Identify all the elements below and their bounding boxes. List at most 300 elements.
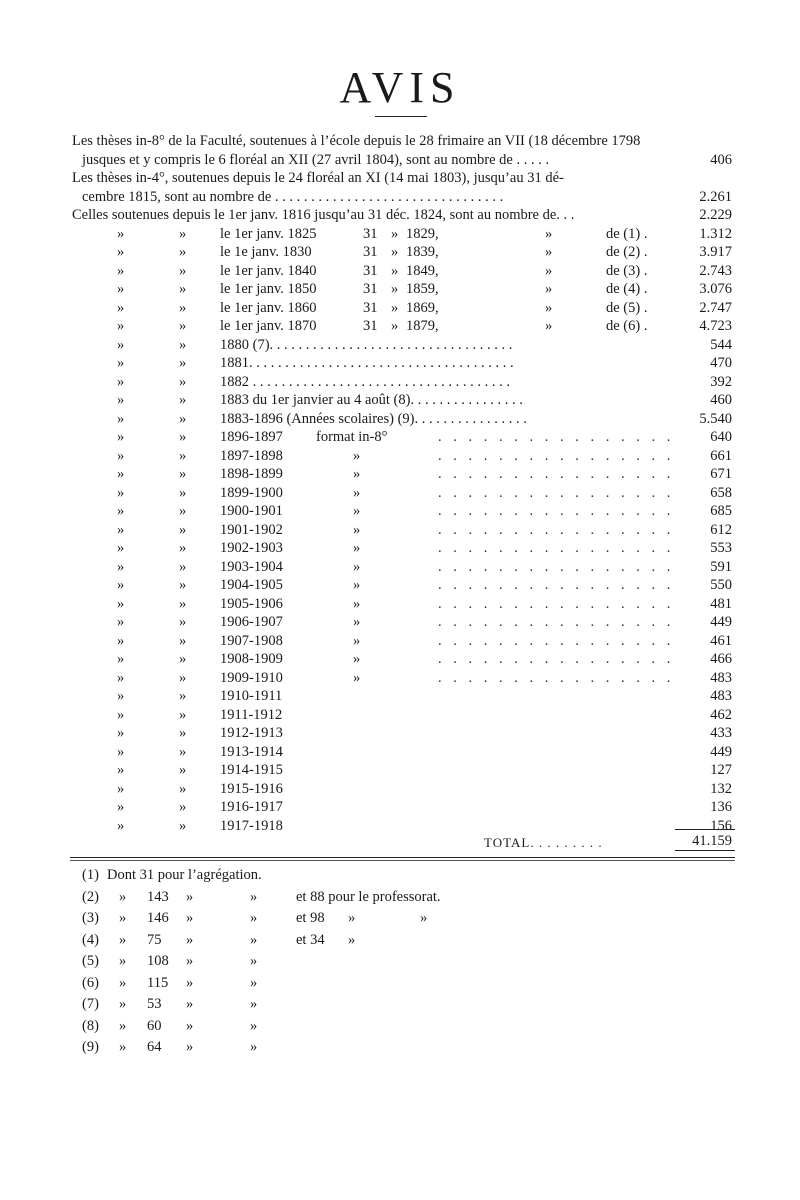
ditto-mark: »	[179, 503, 187, 519]
ditto-mark: »	[391, 225, 399, 242]
ditto-mark: »	[186, 953, 194, 969]
ditto-mark: »	[117, 725, 125, 741]
footnote-count: 60	[147, 1017, 162, 1034]
period: 1899-1900	[220, 484, 283, 501]
ditto-mark: »	[117, 614, 125, 630]
ditto-mark: »	[186, 910, 194, 926]
table-row	[0, 502, 800, 521]
footnote-number: (1)	[82, 867, 99, 883]
table-row	[0, 669, 800, 688]
leader-dots: . . . . . . . . . . . . . . . .	[438, 632, 675, 649]
table-row	[0, 521, 800, 540]
table-row	[0, 650, 800, 669]
ditto-mark: »	[391, 318, 399, 334]
leader-dots: . . . . . . . . . . . . . . . .	[438, 503, 675, 519]
table-row	[0, 391, 800, 410]
ditto-mark: »	[117, 577, 125, 593]
ditto-mark: »	[179, 762, 187, 778]
ditto-mark: »	[117, 503, 125, 519]
row-value: 449	[710, 743, 732, 760]
ditto-mark: »	[117, 262, 125, 279]
period: 1882 . . . . . . . . . . . . . . . . . . . . . . . . . . . . . . . . . . . .	[220, 373, 510, 390]
footnote-ref: de (1) .	[606, 225, 648, 242]
ditto-mark: »	[179, 558, 187, 575]
ditto-mark: »	[179, 392, 187, 408]
footnote-text: Dont 31 pour l’agrégation.	[107, 867, 262, 883]
period: 1881. . . . . . . . . . . . . . . . . . . . . . . . . . . . . . . . . . . . .	[220, 355, 514, 371]
table-row	[0, 558, 800, 577]
row-value: 612	[710, 521, 732, 538]
ditto-mark: »	[179, 632, 187, 649]
row-value: 553	[710, 540, 732, 556]
footnote-extra: et 98	[296, 910, 325, 926]
row-value: 550	[710, 577, 732, 593]
ditto-mark: »	[117, 447, 125, 464]
ditto-mark: »	[179, 410, 187, 427]
ditto-mark: »	[179, 521, 187, 538]
period: 1883 du 1er janvier au 4 août (8). . . . . . . . . . . . . . . .	[220, 392, 523, 408]
row-value: 2.743	[699, 262, 732, 279]
row-value: 136	[710, 799, 732, 815]
table-row	[0, 632, 800, 651]
ditto-mark: »	[250, 1039, 258, 1055]
footnote-ref: de (6) .	[606, 318, 648, 334]
footnote-count: 75	[147, 931, 162, 948]
ditto-mark: »	[117, 632, 125, 649]
intro-value: 406	[710, 151, 732, 168]
ditto-mark: »	[179, 466, 187, 482]
period-end: 1829,	[406, 225, 439, 242]
period-end: 1849,	[406, 262, 439, 279]
format-note: »	[353, 632, 361, 649]
ditto-mark: »	[250, 953, 258, 969]
leader-dots: . . . . . . . . . . . . . . . .	[438, 540, 675, 556]
table-row	[0, 576, 800, 595]
ditto-mark: »	[119, 1017, 127, 1034]
row-value: 640	[710, 429, 732, 445]
table-row	[0, 706, 800, 725]
table-row	[0, 761, 800, 780]
period: 1901-1902	[220, 521, 283, 538]
period-start: le 1er janv. 1825	[220, 225, 317, 242]
ditto-mark: »	[119, 996, 127, 1012]
ditto-mark: »	[117, 688, 125, 704]
leader-dots: . . . . . . . . . . . . . . . .	[438, 447, 675, 464]
period-end: 1859,	[406, 281, 439, 297]
footnote-number: (6)	[82, 974, 99, 991]
ditto-mark: »	[545, 225, 553, 242]
footnote	[0, 994, 800, 1015]
ditto-mark: »	[186, 1039, 194, 1055]
ditto-mark: »	[117, 410, 125, 427]
ditto-mark: »	[119, 953, 127, 969]
ditto-mark: »	[186, 931, 194, 948]
period: 1902-1903	[220, 540, 283, 556]
intro-text: cembre 1815, sont au nombre de . . . . . . . . . . . . . . . . . . . . . . . . . . . . . . . .	[82, 188, 504, 205]
leader-dots: . . . . . . . . . . . . . . . .	[438, 595, 675, 612]
row-value: 481	[710, 595, 732, 612]
end-day: 31	[363, 225, 378, 242]
row-value: 483	[710, 669, 732, 686]
footnote-number: (4)	[82, 931, 99, 948]
table-row	[0, 280, 800, 299]
ditto-mark: »	[179, 429, 187, 445]
format-note: »	[353, 651, 361, 667]
ditto-mark: »	[391, 299, 399, 316]
footnote	[0, 1016, 800, 1037]
row-value: 661	[710, 447, 732, 464]
row-value: 685	[710, 503, 732, 519]
end-day: 31	[363, 318, 378, 334]
period: 1908-1909	[220, 651, 283, 667]
end-day: 31	[363, 262, 378, 279]
ditto-mark: »	[179, 225, 187, 242]
period: 1915-1916	[220, 780, 283, 797]
row-value: 3.917	[699, 244, 732, 260]
ditto-mark: »	[117, 743, 125, 760]
period-end: 1869,	[406, 299, 439, 316]
ditto-mark: »	[119, 910, 127, 926]
ditto-mark: »	[250, 931, 258, 948]
period: 1916-1917	[220, 799, 283, 815]
ditto-mark: »	[250, 974, 258, 991]
footnote-count: 53	[147, 996, 162, 1012]
row-value: 460	[710, 392, 732, 408]
footnote	[0, 951, 800, 972]
ditto-mark: »	[117, 355, 125, 371]
footnote-count: 64	[147, 1039, 162, 1055]
ditto-mark: »	[117, 780, 125, 797]
ditto-mark: »	[179, 540, 187, 556]
ditto-mark: »	[117, 484, 125, 501]
ditto-mark: »	[179, 614, 187, 630]
ditto-mark: »	[250, 1017, 258, 1034]
ditto-mark: »	[179, 651, 187, 667]
ditto-mark: »	[186, 996, 194, 1012]
end-day: 31	[363, 281, 378, 297]
title-underline	[375, 116, 427, 117]
ditto-mark: »	[179, 669, 187, 686]
leader-dots: . . . . . . . . . . . . . . . .	[438, 466, 675, 482]
ditto-mark: »	[179, 780, 187, 797]
ditto-mark: »	[117, 558, 125, 575]
intro-value: 2.229	[699, 207, 732, 223]
ditto-mark: »	[117, 244, 125, 260]
footnote-extra: et 88 pour le professorat.	[296, 888, 441, 905]
period: 1897-1898	[220, 447, 283, 464]
ditto-mark: »	[179, 299, 187, 316]
ditto-mark: »	[117, 466, 125, 482]
period-end: 1879,	[406, 318, 439, 334]
ditto-mark: »	[179, 706, 187, 723]
intro-line	[82, 188, 732, 207]
ditto-mark: »	[119, 1039, 127, 1055]
leader-dots: . . . . . . . . . . . . . . . .	[438, 484, 675, 501]
period: 1898-1899	[220, 466, 283, 482]
format-note: »	[353, 521, 361, 538]
period-start: le 1er janv. 1870	[220, 318, 317, 334]
table-row	[0, 243, 800, 262]
intro-text: Les thèses in-8° de la Faculté, soutenues à l’école depuis le 28 frimaire an VII (18 décembre 1798	[72, 133, 641, 149]
ditto-mark: »	[179, 281, 187, 297]
ditto-mark: »	[391, 244, 399, 260]
format-note: »	[353, 577, 361, 593]
footnote-count: 115	[147, 974, 169, 991]
row-value: 658	[710, 484, 732, 501]
table-row	[0, 798, 800, 817]
footnote-number: (7)	[82, 996, 99, 1012]
period-end: 1839,	[406, 244, 439, 260]
ditto-mark: »	[117, 651, 125, 667]
ditto-mark: »	[179, 336, 187, 353]
table-row	[0, 484, 800, 503]
table-row	[0, 317, 800, 336]
ditto-mark: »	[348, 931, 356, 948]
table-row	[0, 354, 800, 373]
ditto-mark: »	[117, 318, 125, 334]
leader-dots: . . . . . . . . . . . . . . . .	[438, 614, 675, 630]
ditto-mark: »	[250, 910, 258, 926]
ditto-mark: »	[186, 888, 194, 905]
footnote-separator	[70, 857, 735, 858]
footnote	[0, 973, 800, 994]
row-value: 5.540	[699, 410, 732, 427]
period: 1910-1911	[220, 688, 283, 704]
footnote-number: (9)	[82, 1039, 99, 1055]
period-start: le 1er janv. 1860	[220, 299, 317, 316]
ditto-mark: »	[186, 1017, 194, 1034]
row-value: 392	[710, 373, 732, 390]
row-value: 132	[710, 780, 732, 797]
table-row	[0, 262, 800, 281]
period: 1912-1913	[220, 725, 283, 741]
period: 1913-1914	[220, 743, 283, 760]
row-value: 591	[710, 558, 732, 575]
row-value: 461	[710, 632, 732, 649]
total-value: 41.159	[692, 833, 732, 849]
ditto-mark: »	[179, 743, 187, 760]
row-value: 483	[710, 688, 732, 704]
footnote-number: (8)	[82, 1017, 99, 1034]
table-row	[0, 687, 800, 706]
total-rule-bottom	[675, 850, 735, 851]
ditto-mark: »	[117, 706, 125, 723]
footnote-number: (5)	[82, 953, 99, 969]
row-value: 4.723	[699, 318, 732, 334]
footnote-count: 108	[147, 953, 169, 969]
ditto-mark: »	[179, 484, 187, 501]
row-value: 1.312	[699, 225, 732, 242]
format-note: format in-8°	[316, 429, 388, 445]
period-start: le 1e janv. 1830	[220, 244, 312, 260]
footnote	[0, 930, 800, 951]
leader-dots: . . . . . . . . . . . . . . . .	[438, 558, 675, 575]
period: 1907-1908	[220, 632, 283, 649]
total-label: TOTAL. . . . . . . . .	[484, 835, 603, 850]
ditto-mark: »	[119, 888, 127, 905]
intro-line	[72, 132, 732, 151]
ditto-mark: »	[117, 281, 125, 297]
footnote-extra: et 34	[296, 931, 325, 948]
ditto-mark: »	[545, 318, 553, 334]
table-row	[0, 743, 800, 762]
row-value: 156	[710, 817, 732, 834]
table-row	[0, 465, 800, 484]
format-note: »	[353, 595, 361, 612]
ditto-mark: »	[117, 429, 125, 445]
format-note: »	[353, 540, 361, 556]
intro-line	[72, 206, 732, 225]
ditto-mark: »	[179, 244, 187, 260]
row-value: 433	[710, 725, 732, 741]
row-value: 544	[710, 336, 732, 353]
ditto-mark: »	[179, 373, 187, 390]
ditto-mark: »	[119, 931, 127, 948]
table-row	[0, 780, 800, 799]
leader-dots: . . . . . . . . . . . . . . . .	[438, 577, 675, 593]
total-rule-top	[675, 829, 735, 830]
period: 1909-1910	[220, 669, 283, 686]
footnote	[0, 1037, 800, 1058]
ditto-mark: »	[117, 540, 125, 556]
footnote	[0, 887, 800, 908]
intro-line	[82, 151, 732, 170]
intro-value: 2.261	[699, 188, 732, 205]
row-value: 462	[710, 706, 732, 723]
ditto-mark: »	[545, 262, 553, 279]
format-note: »	[353, 558, 361, 575]
ditto-mark: »	[420, 910, 428, 926]
leader-dots: . . . . . . . . . . . . . . . .	[438, 669, 675, 686]
ditto-mark: »	[179, 318, 187, 334]
leader-dots: . . . . . . . . . . . . . . . .	[438, 521, 675, 538]
period: 1883-1896 (Années scolaires) (9). . . . . . . . . . . . . . . .	[220, 410, 527, 427]
row-value: 671	[710, 466, 732, 482]
intro-text: Celles soutenues depuis le 1er janv. 1816 jusqu’au 31 déc. 1824, sont au nombre de. . .	[72, 207, 575, 223]
ditto-mark: »	[179, 817, 187, 834]
period: 1904-1905	[220, 577, 283, 593]
end-day: 31	[363, 299, 378, 316]
table-row	[0, 336, 800, 355]
ditto-mark: »	[179, 355, 187, 371]
ditto-mark: »	[117, 817, 125, 834]
ditto-mark: »	[391, 262, 399, 279]
period: 1903-1904	[220, 558, 283, 575]
ditto-mark: »	[117, 299, 125, 316]
format-note: »	[353, 484, 361, 501]
table-row	[0, 539, 800, 558]
format-note: »	[353, 447, 361, 464]
period-start: le 1er janv. 1850	[220, 281, 317, 297]
end-day: 31	[363, 244, 378, 260]
ditto-mark: »	[179, 595, 187, 612]
footnote-ref: de (4) .	[606, 281, 648, 297]
footnote-count: 146	[147, 910, 169, 926]
ditto-mark: »	[391, 281, 399, 297]
ditto-mark: »	[117, 595, 125, 612]
table-row	[0, 299, 800, 318]
table-row	[0, 447, 800, 466]
ditto-mark: »	[179, 447, 187, 464]
ditto-mark: »	[179, 725, 187, 741]
table-row	[0, 595, 800, 614]
footnote-count: 143	[147, 888, 169, 905]
format-note: »	[353, 669, 361, 686]
ditto-mark: »	[117, 373, 125, 390]
period: 1911-1912	[220, 706, 283, 723]
ditto-mark: »	[179, 577, 187, 593]
ditto-mark: »	[545, 299, 553, 316]
row-value: 127	[710, 762, 732, 778]
row-value: 2.747	[699, 299, 732, 316]
ditto-mark: »	[179, 799, 187, 815]
footnote-number: (3)	[82, 910, 99, 926]
intro-text: Les thèses in-4°, soutenues depuis le 24 floréal an XI (14 mai 1803), jusqu’au 31 dé-	[72, 170, 564, 186]
table-row	[0, 225, 800, 244]
ditto-mark: »	[250, 996, 258, 1012]
format-note: »	[353, 466, 361, 482]
ditto-mark: »	[545, 244, 553, 260]
leader-dots: . . . . . . . . . . . . . . . .	[438, 429, 675, 445]
footnote	[0, 865, 800, 886]
ditto-mark: »	[117, 225, 125, 242]
period: 1917-1918	[220, 817, 283, 834]
ditto-mark: »	[250, 888, 258, 905]
ditto-mark: »	[117, 762, 125, 778]
table-row	[0, 373, 800, 392]
ditto-mark: »	[117, 521, 125, 538]
ditto-mark: »	[545, 281, 553, 297]
table-row	[0, 410, 800, 429]
footnote-ref: de (2) .	[606, 244, 648, 260]
table-row	[0, 724, 800, 743]
table-row	[0, 613, 800, 632]
period: 1900-1901	[220, 503, 283, 519]
ditto-mark: »	[117, 799, 125, 815]
table-row	[0, 817, 800, 836]
row-value: 3.076	[699, 281, 732, 297]
footnote	[0, 908, 800, 929]
ditto-mark: »	[179, 688, 187, 704]
footnote-number: (2)	[82, 888, 99, 905]
ditto-mark: »	[117, 336, 125, 353]
ditto-mark: »	[117, 669, 125, 686]
ditto-mark: »	[119, 974, 127, 991]
period: 1914-1915	[220, 762, 283, 778]
period-start: le 1er janv. 1840	[220, 262, 317, 279]
period: 1905-1906	[220, 595, 283, 612]
leader-dots: . . . . . . . . . . . . . . . .	[438, 651, 675, 667]
row-value: 466	[710, 651, 732, 667]
period: 1906-1907	[220, 614, 283, 630]
ditto-mark: »	[186, 974, 194, 991]
period: 1896-1897	[220, 429, 283, 445]
footnote-ref: de (3) .	[606, 262, 648, 279]
row-value: 449	[710, 614, 732, 630]
ditto-mark: »	[117, 392, 125, 408]
ditto-mark: »	[179, 262, 187, 279]
table-row	[0, 428, 800, 447]
row-value: 470	[710, 355, 732, 371]
footnote-ref: de (5) .	[606, 299, 648, 316]
page-title: AVIS	[339, 63, 461, 112]
format-note: »	[353, 614, 361, 630]
footnote-separator-thin	[70, 860, 735, 861]
period: 1880 (7). . . . . . . . . . . . . . . . . . . . . . . . . . . . . . . . . .	[220, 336, 513, 353]
intro-line	[72, 169, 732, 188]
intro-text: jusques et y compris le 6 floréal an XII (27 avril 1804), sont au nombre de . . . . .	[82, 151, 550, 168]
format-note: »	[353, 503, 361, 519]
